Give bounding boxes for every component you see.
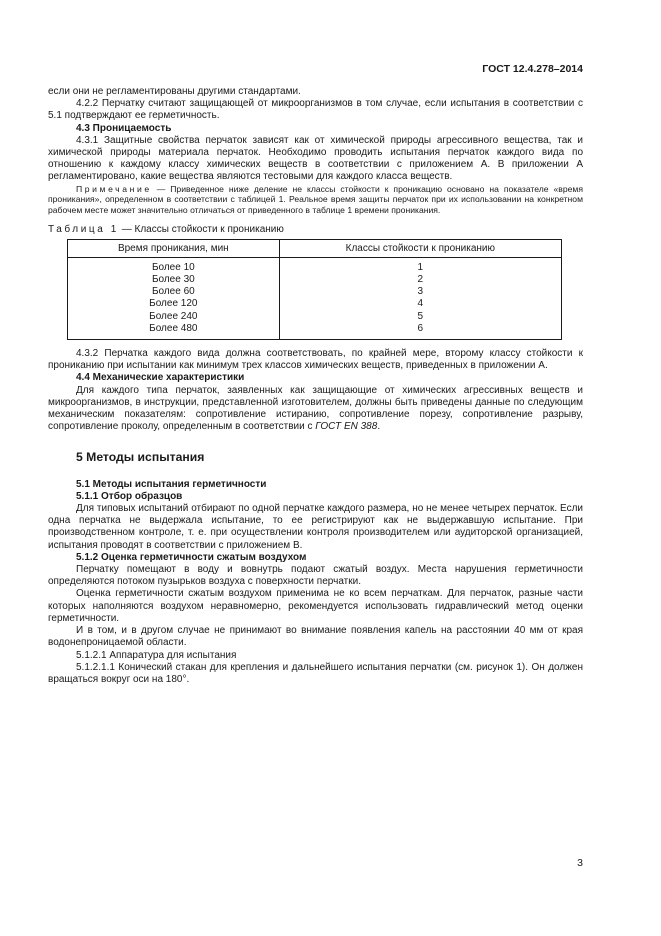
table-cell-class: 4 xyxy=(417,298,424,310)
table-header-row xyxy=(68,239,562,257)
note-label: Примечание xyxy=(76,183,152,194)
table-header-time: Время проникания, мин xyxy=(68,239,280,257)
paragraph-5-1-2-1-1: 5.1.2.1.1 Конический стакан для крепления и дальнейшего испытания перчатки (см. рисунок 1). Он должен вращаться вокруг оси на 180°. xyxy=(48,661,583,685)
table-cell-time: Более 60 xyxy=(151,286,195,298)
table-cell-time: Более 120 xyxy=(149,298,198,310)
table-cell-times xyxy=(68,257,280,339)
resistance-classes-table xyxy=(67,239,562,340)
paragraph-4-3-1: 4.3.1 Защитные свойства перчаток зависят как от химической природы агрессивного вещества, так и химической природы материала перчаток. Необходимо проводить испытания перчаток каждого вида по отношению к каждому классу химических веществ в соответствии с приложением А. В приложении А регламентировано, какие вещества являются тестовыми для каждого класса веществ. xyxy=(48,134,583,183)
heading-4-3: 4.3 Проницаемость xyxy=(76,122,172,134)
note-text: — Приведенное ниже деление не классы стойкости к проникацию основано на показателе «время проникания», определенном в соответствии с таблицей 1. Реальное время защиты перчаток при их использовании на конкретном рабочем месте может значительно отличаться от приведенного в таблице 1 времени проникания. xyxy=(48,183,583,215)
table-cell-classes xyxy=(279,257,561,339)
paragraph: если они не регламентированы другими стандартами. xyxy=(48,86,301,97)
table-body-row xyxy=(68,257,562,339)
table-cell-class: 2 xyxy=(417,274,424,286)
table-cell-class: 5 xyxy=(417,310,424,322)
table-caption-text: — Классы стойкости к прониканию xyxy=(118,224,284,236)
heading-5-1-2: 5.1.2 Оценка герметичности сжатым воздухом xyxy=(76,551,307,563)
paragraph-5-1-2-c: И в том, и в другом случае не принимают во внимание появления капель на расстоянии 40 мм от края водонепроницаемой области. xyxy=(48,625,583,649)
table-cell-time: Более 240 xyxy=(149,310,198,322)
paragraph-5-1-2-b: Оценка герметичности сжатым воздухом применима не ко всем перчаткам. Для перчаток, разные части которых наполняются воздухом неравномерно, рекомендуется использовать гидравлический метод оценки герметичности. xyxy=(48,588,583,624)
note xyxy=(48,184,583,216)
table-caption xyxy=(48,224,583,236)
paragraph-5-1-2-a: Перчатку помещают в воду и вовнутрь подают сжатый воздух. Места нарушения герметичности определяются потоком пузырьков воздуха с поверхности перчатки. xyxy=(48,564,583,588)
table-cell-time: Более 10 xyxy=(151,261,195,273)
paragraph-4-3-2: 4.3.2 Перчатка каждого вида должна соответствовать, по крайней мере, второму классу стойкости к прониканию при испытании как минимум трех классов химических веществ, приведенных в приложении А. xyxy=(48,348,583,372)
paragraph-4-2-2: 4.2.2 Перчатку считают защищающей от микроорганизмов в том случае, если испытания в соответствии с 5.1 подтверждают ее герметичность. xyxy=(48,98,583,122)
table-cell-time: Более 30 xyxy=(151,274,195,286)
heading-5-1: 5.1 Методы испытания герметичности xyxy=(76,478,267,490)
heading-4-4: 4.4 Механические характеристики xyxy=(76,372,245,384)
page-number: 3 xyxy=(577,857,583,869)
paragraph-4-4-end: . xyxy=(377,421,381,433)
table-cell-class: 3 xyxy=(417,286,424,298)
document-header-id: ГОСТ 12.4.278–2014 xyxy=(482,63,583,75)
table-caption-label: Таблица 1 xyxy=(48,224,119,236)
table-cell-class: 1 xyxy=(417,261,424,273)
heading-5-1-1: 5.1.1 Отбор образцов xyxy=(76,490,183,502)
paragraph-5-1-1: Для типовых испытаний отбирают по одной перчатке каждого размера, но не менее четырех перчаток. Если одна перчатка не выдержала испытание, то ее регистрируют как не выдержавшую испытание. При производственном контроле, т. е. при осуществлении контроля производителем или аудиторской организацией, испытания проводят в соответствии с приложением В. xyxy=(48,503,583,551)
table-cell-time: Более 480 xyxy=(149,322,198,334)
paragraph-4-4-text: Для каждого типа перчаток, заявленных как защищающие от химических агрессивных веществ и микроорганизмов, в инструкции, представленной изготовителем, должны быть приведены данные по следующим механическим показателям: сопротивление истиранию, сопротивление порезу, сопротивление разрыву, сопротивление проколу, определенным в соответствии с xyxy=(48,384,583,433)
table-header-class: Классы стойкости к прониканию xyxy=(279,239,561,257)
standard-reference: ГОСТ EN 388 xyxy=(315,421,378,433)
paragraph-4-4 xyxy=(48,385,583,434)
paragraph-5-1-2-1: 5.1.2.1 Аппаратура для испытания xyxy=(76,649,237,661)
section-5-title: 5 Методы испытания xyxy=(76,450,205,465)
table-cell-class: 6 xyxy=(417,322,424,334)
document-body xyxy=(48,86,583,686)
